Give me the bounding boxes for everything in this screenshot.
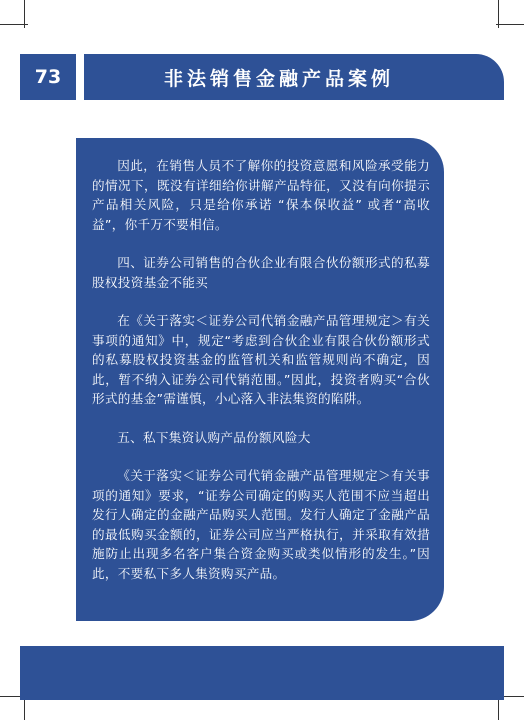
- page-number: 73: [34, 66, 62, 88]
- paragraph-2: 在《关于落实＜证券公司代销金融产品管理规定＞有关事项的通知》中，规定“考虑到合伙企业有限合伙份额形式的私募股权投资基金的监管机关和监管规则尚不确定，因此，暂不纳入证券公司代销范围。”因此，投资者购买“合伙形式的基金”需谨慎，小心落入非法集资的陷阱。: [92, 313, 430, 406]
- crop-mark: [0, 24, 28, 25]
- paragraph-3: 《关于落实＜证券公司代销金融产品管理规定＞有关事项的通知》要求，“证券公司确定的购买人范围不应当超出发行人确定的金融产品购买人范围。发行人确定了金融产品的最低购买金额的，证券公司应当严格执行，并采取有效措施防止出现多名客户集合资金购买或类似情形的发生。”因此，不要私下多人集资购买产品。: [92, 468, 430, 581]
- footer-bar: [20, 646, 504, 700]
- content-box: [76, 138, 444, 621]
- page-title: 非法销售金融产品案例: [163, 67, 394, 90]
- crop-mark: [496, 24, 524, 25]
- page-number-box: [20, 54, 76, 100]
- title-bar: [84, 54, 504, 100]
- paragraph-1: 因此，在销售人员不了解你的投资意愿和风险承受能力的情况下，既没有详细给你讲解产品特征，又没有向你提示产品相关风险，只是给你承诺 “保本保收益” 或者“高收益”，你千万不要相信。: [92, 158, 430, 232]
- section-heading-4: 四、证券公司销售的合伙企业有限合伙份额形式的私募股权投资基金不能买: [92, 255, 430, 290]
- section-heading-5: 五、私下集资认购产品份额风险大: [117, 429, 311, 445]
